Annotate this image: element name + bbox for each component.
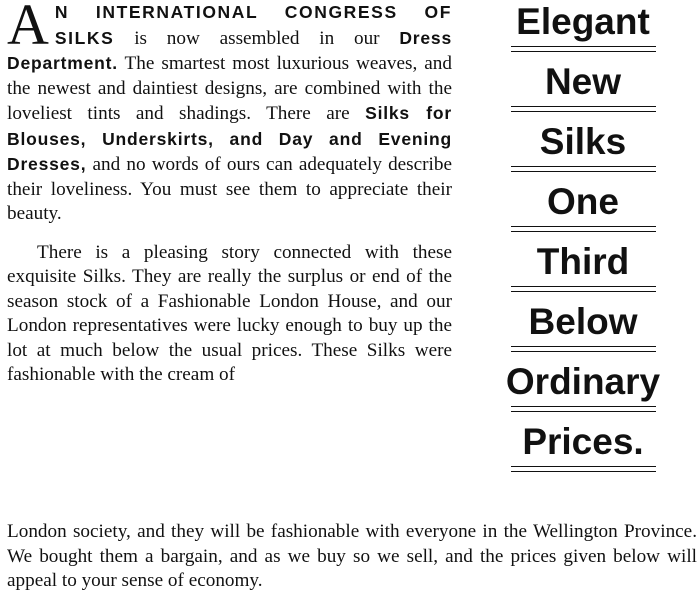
- drop-cap: A: [7, 0, 49, 57]
- headline-word: Ordinary: [505, 361, 661, 402]
- double-rule: [511, 106, 656, 112]
- double-rule: [511, 226, 656, 232]
- silk-uses: Silks for Blouses, Underskirts, and Day and Evening Dresses,: [7, 103, 452, 174]
- double-rule: [511, 286, 656, 292]
- intro-caps: N INTERNATIONAL CONGRESS OF SILKS: [54, 2, 452, 48]
- headline-word: One: [547, 181, 619, 222]
- headline-word: New: [544, 61, 622, 102]
- paragraph-story: There is a pleasing story connected with these exquisite Silks. They are really the surplus or end of the season stock of a Fashionable London House, and our London representatives were lucky enough to buy up the lot at much below the usual prices. These Silks were fashionable with the cream of: [7, 241, 452, 385]
- double-rule: [511, 346, 656, 352]
- intro-text-2: The smartest most luxurious weaves, and the newest and daintiest designs, are combined with the loveliest tints and shadings. There are: [7, 53, 452, 124]
- intro-text-1: is now assembled in our: [114, 27, 400, 49]
- headline-stack: [488, 0, 678, 480]
- headline-word: Silks: [539, 121, 627, 162]
- headline-word: Third: [536, 241, 630, 282]
- paragraph-story-continued: London society, and they will be fashionable with everyone in the Wellington Province. We bought them a bargain, and as we buy so we sell, and the prices given below will appeal to your sense of economy.: [7, 521, 697, 591]
- double-rule: [511, 406, 656, 412]
- intro-text-3: and no words of ours can adequately describe their loveliness. You must see them to appreciate their beauty.: [7, 154, 452, 224]
- advertisement-text: [7, 0, 452, 388]
- headline-word: Below: [528, 301, 638, 342]
- headline-word: Elegant: [516, 1, 650, 42]
- double-rule: [511, 46, 656, 52]
- double-rule: [511, 466, 656, 472]
- paragraph-intro: [7, 0, 452, 227]
- headline-word: Prices.: [522, 421, 644, 462]
- double-rule: [511, 166, 656, 172]
- dress-department: Dress Department.: [7, 27, 452, 73]
